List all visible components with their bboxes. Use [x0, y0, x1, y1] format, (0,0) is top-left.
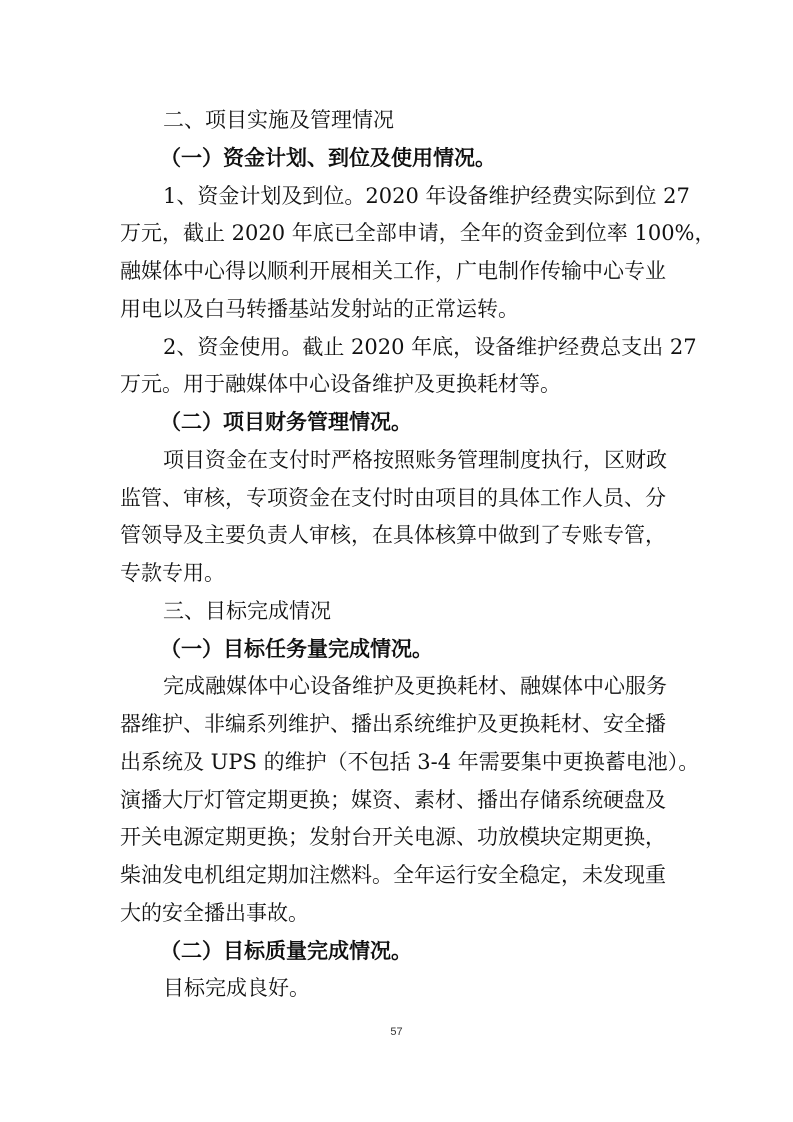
paragraph-line: 目标完成良好。 [163, 976, 310, 1000]
paragraph-line: 管领导及主要负责人审核，在具体核算中做到了专账专管， [120, 523, 666, 547]
paragraph-line: 监管、审核，专项资金在支付时由项目的具体工作人员、分 [120, 486, 666, 510]
paragraph-line: 万元。用于融媒体中心设备维护及更换耗材等。 [120, 372, 561, 396]
paragraph-line: 融媒体中心得以顺利开展相关工作，广电制作传输中心专业 [120, 259, 666, 283]
paragraph-line: 器维护、非编系列维护、播出系统维护及更换耗材、安全播 [120, 712, 666, 736]
paragraph-line: 万元，截止 2020 年底已全部申请，全年的资金到位率 100%， [120, 221, 716, 245]
page-number: 57 [390, 1026, 403, 1038]
subheading-financial-management: （二）项目财务管理情况。 [160, 410, 412, 434]
paragraph-line: 2、资金使用。截止 2020 年底，设备维护经费总支出 27 [163, 335, 697, 359]
paragraph-line: 出系统及 UPS 的维护（不包括 3-4 年需要集中更换蓄电池）。 [120, 750, 700, 774]
paragraph-line: 项目资金在支付时严格按照账务管理制度执行，区财政 [163, 448, 667, 472]
subheading-quality-completion: （二）目标质量完成情况。 [160, 939, 412, 963]
subheading-task-completion: （一）目标任务量完成情况。 [160, 637, 433, 661]
section-heading-goals: 三、目标完成情况 [163, 599, 331, 623]
paragraph-line: 柴油发电机组定期加注燃料。全年运行安全稳定，未发现重 [120, 863, 666, 887]
paragraph-line: 演播大厅灯管定期更换；媒资、素材、播出存储系统硬盘及 [120, 788, 666, 812]
subheading-funding: （一）资金计划、到位及使用情况。 [160, 146, 496, 170]
section-heading-implementation: 二、项目实施及管理情况 [163, 108, 394, 132]
paragraph-line: 专款专用。 [120, 561, 225, 585]
paragraph-line: 开关电源定期更换；发射台开关电源、功放模块定期更换， [120, 825, 666, 849]
paragraph-line: 1、资金计划及到位。2020 年设备维护经费实际到位 27 [163, 184, 690, 208]
paragraph-line: 完成融媒体中心设备维护及更换耗材、融媒体中心服务 [163, 674, 667, 698]
paragraph-line: 大的安全播出事故。 [120, 901, 309, 925]
paragraph-line: 用电以及白马转播基站发射站的正常运转。 [120, 297, 519, 321]
